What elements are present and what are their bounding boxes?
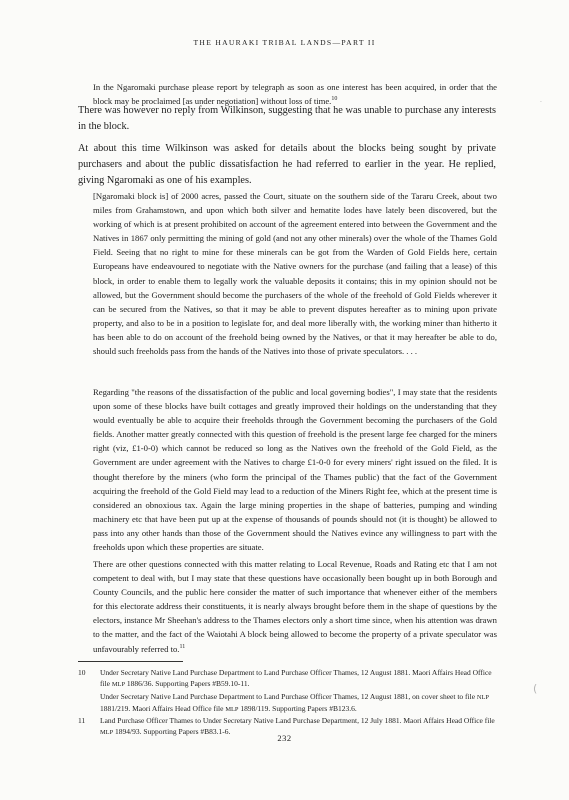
- footnote-line: Under Secretary Native Land Purchase Department to Land Purchase Officer Thames, 12 August 1881. Maori Affairs Head Office file MLP 1886/36. Supporting Papers #B59.10-11.: [100, 668, 492, 689]
- margin-mark: (: [533, 682, 538, 695]
- page-number: 232: [277, 733, 292, 743]
- footnote-number: 10: [78, 668, 86, 677]
- running-head: THE HAURAKI TRIBAL LANDS—PART II: [193, 38, 376, 47]
- footnote-line: Under Secretary Native Land Purchase Department to Land Purchase Officer Thames, 12 August 1881, on cover sheet to file NLP 1881/219. Maori Affairs Head Office file MLP 1898/119. Supporting Papers #B123.6.: [100, 691, 489, 713]
- body-paragraph: There was however no reply from Wilkinson, suggesting that he was unable to purchase any interests in the block.: [78, 105, 496, 133]
- quote-text: In the Ngaromaki purchase please report by telegraph as soon as one interest has been acquired, in order that the block may be proclaimed [as under negotiation] without loss of time.: [93, 82, 497, 107]
- footnote-number: 11: [78, 716, 86, 726]
- footnotes: [78, 667, 498, 739]
- block-quote-dissatisfaction: Regarding "the reasons of the dissatisfaction of the public and local governing bodies", I may state that the residents upon some of these blocks have built cottages and greatly improved their holdings on the understanding that they would eventually be able to acquire their freeholds through the Government becoming the purchasers of the Gold fields. Another matter greatly connected with this question of freehold is the present large fee charged for the miners right (viz, £1-0-0) which cannot be reduced so long as the Natives own the freehold of the Gold Field, as the Government are under agreement with the Natives to charge £1-0-0 for every miners' right issued on the filed. It is thought therefore by the miners (who form the principal of the Thames public) that the fact of the Government acquiring the freehold of the Gold Field may lead to a reduction of the Miners Right fee, which at the present time is considered an obnoxious tax. Again the large mining properties in the shape of batteries, pumping and winding machinery etc that have been put up at the expense of thousands of pounds should not (it is thought) be allowed to pass into any other hands than those of the Government should the Natives evince any willingness to part with the freeholds upon which these properties are situate.: [93, 387, 497, 553]
- quote-text: There are other questions connected with this matter relating to Local Revenue, Roads and Rating etc that I am not competent to deal with, but I may state that these questions have occasionally been bought up in both Borough and County Councils, and the public here consider the matter of such importance that whenever either of the members for this electorate address their constituents, it is nearly always brought before them in the shape of questions by the electors, instance Mr Sheehan's address to the Thames electors only a short time since, when his attention was drawn to the matter, and the fact of the Waiotahi A block being allowed to become the property of a private speculator was unfavourably referred to.: [93, 559, 497, 654]
- body-paragraph: At about this time Wilkinson was asked for details about the blocks being sought by private purchasers and about the public dissatisfaction he had referred to earlier in the year. He replied, giving Ngaromaki as one of his examples.: [78, 143, 496, 187]
- footnote-divider: [78, 661, 183, 662]
- footnote-ref[interactable]: 11: [179, 643, 186, 650]
- footnote-line: Land Purchase Officer Thames to Under Secretary Native Land Purchase Department, 12 July 1881. Maori Affairs Head Office file MLP 1894/93. Supporting Papers #B83.1-6.: [100, 716, 495, 737]
- margin-mark: .: [540, 97, 542, 104]
- block-quote-other-questions: [93, 557, 497, 656]
- block-quote-ngaromaki: [Ngaromaki block is] of 2000 acres, passed the Court, situate on the southern side of the Tararu Creek, about two miles from Grahamstown, and upon which both silver and hematite lodes have lately been discovered, but the working of which is at present prohibited on account of the agreement entered into between the Government and the Natives in 1867 only permitting the mining of gold (and not any other minerals) over the whole of the Thames Gold Field. Seeing that no right to mine for these minerals can be got from the Warden of Gold Fields here, certain Europeans have endeavoured to negotiate with the Native owners for the purchase (and failing that a lease) of this block, in order to enable them to legally work the valuable deposits it contains; this in my opinion should not be allowed, but the Government should become the purchasers of the whole of the freehold of Gold Fields wherever it can be secured from the Natives, so that it may be able to prevent disputes hereafter as to mining upon private property, and also to be in a position to legislate for, and deal more liberally with, the working miner than hitherto it has been able to do on account of the freehold being owned by the Natives, or that it may hereafter be able to do, should such freeholds pass from the hands of the Natives into those of private speculators. . . .: [93, 191, 497, 357]
- footnote-ref[interactable]: 10: [331, 96, 338, 103]
- footnote-10: [78, 667, 498, 715]
